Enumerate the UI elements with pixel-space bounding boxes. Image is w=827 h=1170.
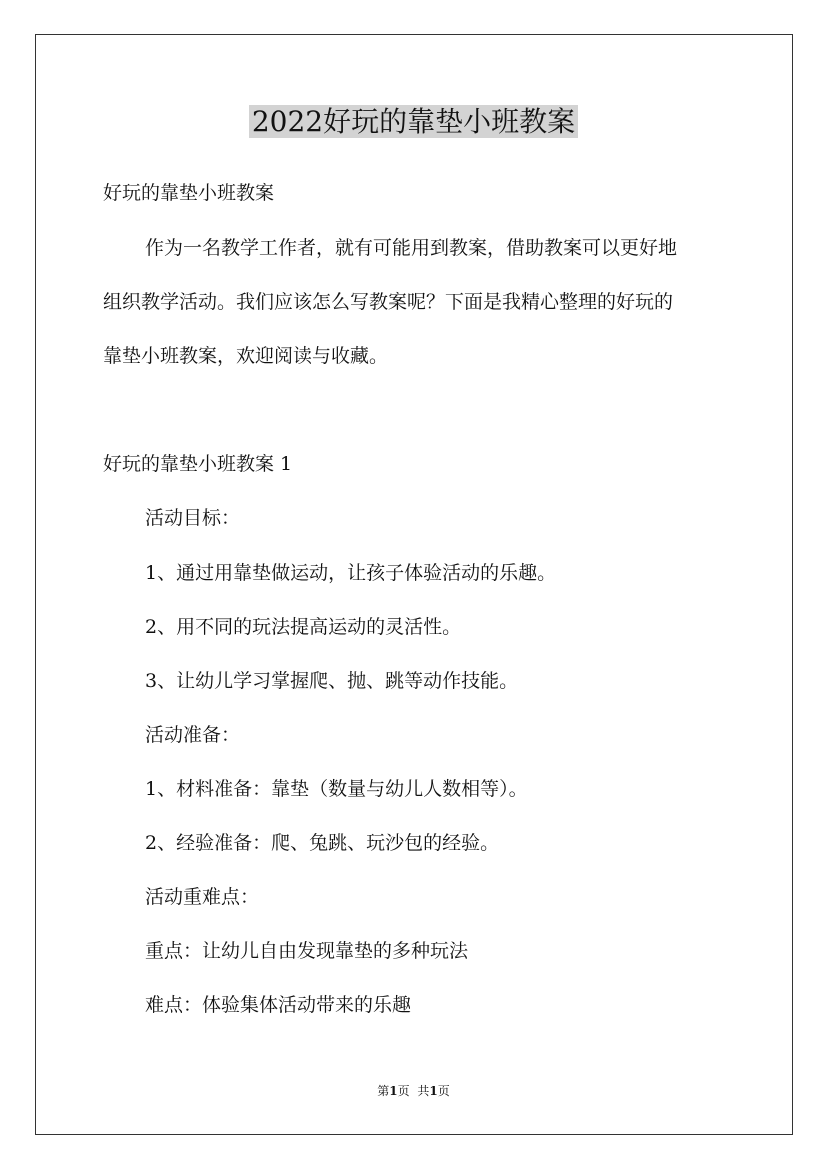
- preparation-heading: 活动准备：: [145, 724, 241, 746]
- footer-total-pages: 1: [429, 1084, 438, 1098]
- intro-line-2: 组织教学活动。我们应该怎么写教案呢？下面是我精心整理的好玩的: [103, 291, 674, 313]
- keypoints-heading: 活动重难点：: [145, 886, 260, 908]
- footer-page-prefix: 第: [377, 1084, 390, 1098]
- footer-total-suffix: 页: [437, 1084, 450, 1098]
- page-footer: [0, 1082, 827, 1100]
- key-point: 重点：让幼儿自由发现靠垫的多种玩法: [145, 940, 469, 962]
- document-subtitle: 好玩的靠垫小班教案: [103, 182, 275, 204]
- section-heading: 好玩的靠垫小班教案 1: [103, 453, 293, 475]
- document-title: [0, 100, 827, 144]
- intro-line-3: 靠垫小班教案，欢迎阅读与收藏。: [103, 345, 389, 367]
- footer-page-number: 1: [389, 1084, 398, 1098]
- difficulty-point: 难点：体验集体活动带来的乐趣: [145, 994, 412, 1016]
- preparation-item-2: 2、经验准备：爬、兔跳、玩沙包的经验。: [145, 832, 500, 854]
- preparation-item-1: 1、材料准备：靠垫（数量与幼儿人数相等）。: [145, 778, 528, 800]
- footer-page-suffix: 页: [397, 1084, 410, 1098]
- footer-total-prefix: 共: [417, 1084, 430, 1098]
- document-title-text: 2022好玩的靠垫小班教案: [249, 105, 578, 138]
- objective-item-2: 2、用不同的玩法提高运动的灵活性。: [145, 616, 462, 638]
- objective-item-1: 1、通过用靠垫做运动，让孩子体验活动的乐趣。: [145, 562, 557, 584]
- intro-line-1: 作为一名教学工作者，就有可能用到教案，借助教案可以更好地: [145, 237, 678, 259]
- objective-item-3: 3、让幼儿学习掌握爬、抛、跳等动作技能。: [145, 670, 519, 692]
- objectives-heading: 活动目标：: [145, 507, 241, 529]
